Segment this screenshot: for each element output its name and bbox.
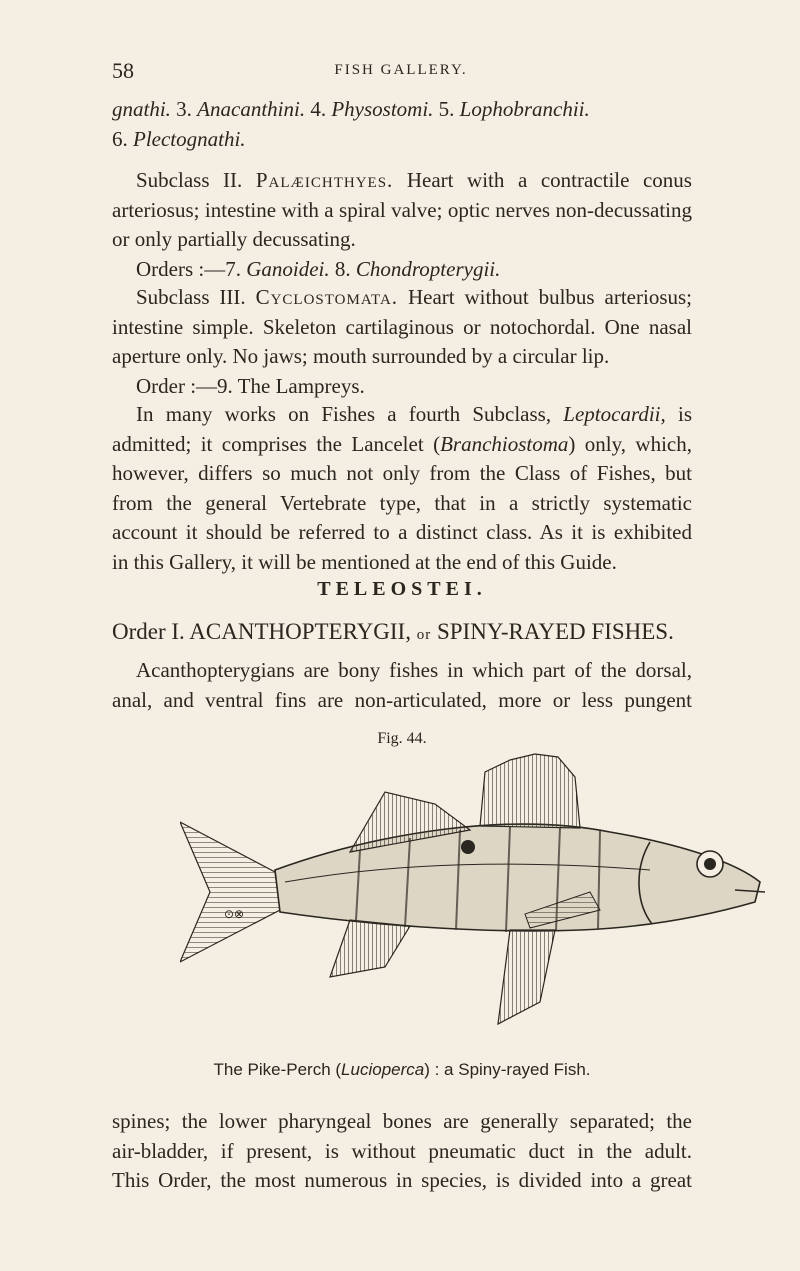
- ventral-fin: [498, 930, 555, 1024]
- running-head: FISH GALLERY.: [334, 62, 468, 78]
- closing-line-2: air-bladder, if present, is without pneumatic duct in the adult.: [112, 1138, 692, 1163]
- subclass-3-line-2: intestine simple. Skeleton cartilaginous or notochordal. One nasal: [112, 314, 692, 339]
- orders-line-1: gnathi. 3. Anacanthini. 4. Physostomi. 5. Lophobranchii.: [112, 97, 590, 121]
- leptocardii-paragraph: [112, 400, 692, 577]
- subclass-2-line-1: Subclass II. Palæichthyes. Heart with a contractile conus: [136, 168, 692, 192]
- closing-line-1: spines; the lower pharyngeal bones are generally separated; the: [112, 1109, 692, 1133]
- body-spot: [461, 840, 475, 854]
- subclass-2-orders: Orders :—7. Ganoidei. 8. Chondropterygii.: [136, 256, 501, 281]
- order-1-paragraph: [112, 656, 692, 715]
- anal-fin: [330, 920, 410, 977]
- leptocardii-line-6: in this Gallery, it will be mentioned at the end of this Guide.: [112, 549, 617, 574]
- fish-pupil: [704, 858, 716, 870]
- subclass-2-line-2: arteriosus; intestine with a spiral valve; optic nerves non-decussating: [112, 197, 692, 222]
- leptocardii-line-4: from the general Vertebrate type, that in a strictly systematic: [112, 490, 692, 515]
- figure-label: Fig. 44.: [377, 730, 427, 747]
- page-header: [112, 58, 690, 88]
- tail-fin: [180, 822, 280, 962]
- subclass-3-order: Order :—9. The Lampreys.: [136, 373, 365, 398]
- subclass-2-paragraph: [112, 166, 692, 284]
- closing-paragraph: [112, 1107, 692, 1196]
- section-heading-teleostei: TELEOSTEI.: [317, 578, 487, 600]
- figure-caption: The Pike-Perch (Lucioperca) : a Spiny-rayed Fish.: [213, 1060, 591, 1079]
- order-1-line-2: anal, and ventral fins are non-articulated, more or less pungent: [112, 687, 692, 712]
- order-1-line-1: Acanthopterygians are bony fishes in which part of the dorsal,: [136, 658, 692, 682]
- page-number: 58: [112, 58, 134, 83]
- order-1-title: Order I. ACANTHOPTERYGII, or SPINY-RAYED FISHES.: [112, 619, 674, 644]
- figure-engraver-mark: ⊙⊗: [224, 907, 245, 921]
- leptocardii-line-3: however, differs so much not only from the Class of Fishes, but: [112, 461, 692, 485]
- closing-line-3: This Order, the most numerous in species, is divided into a great: [112, 1168, 692, 1192]
- orders-line-2: 6. Plectognathi.: [112, 126, 246, 151]
- leptocardii-line-5: account it should be referred to a distinct class. As it is exhibited: [112, 520, 692, 544]
- orders-continued: [112, 95, 692, 154]
- leptocardii-line-1: In many works on Fishes a fourth Subclass, Leptocardii, is: [136, 402, 692, 426]
- leptocardii-line-2: admitted; it comprises the Lancelet (Branchiostoma) only, which,: [112, 431, 692, 456]
- subclass-3-line-1: Subclass III. Cyclostomata. Heart without bulbus arteriosus;: [136, 285, 693, 309]
- fish-body: [275, 824, 760, 931]
- pike-perch-illustration: [180, 752, 780, 1050]
- subclass-3-paragraph: [112, 283, 692, 401]
- subclass-3-line-3: aperture only. No jaws; mouth surrounded by a circular lip.: [112, 344, 610, 368]
- spiny-dorsal-fin: [480, 754, 580, 828]
- subclass-2-line-3: or only partially decussating.: [112, 227, 356, 251]
